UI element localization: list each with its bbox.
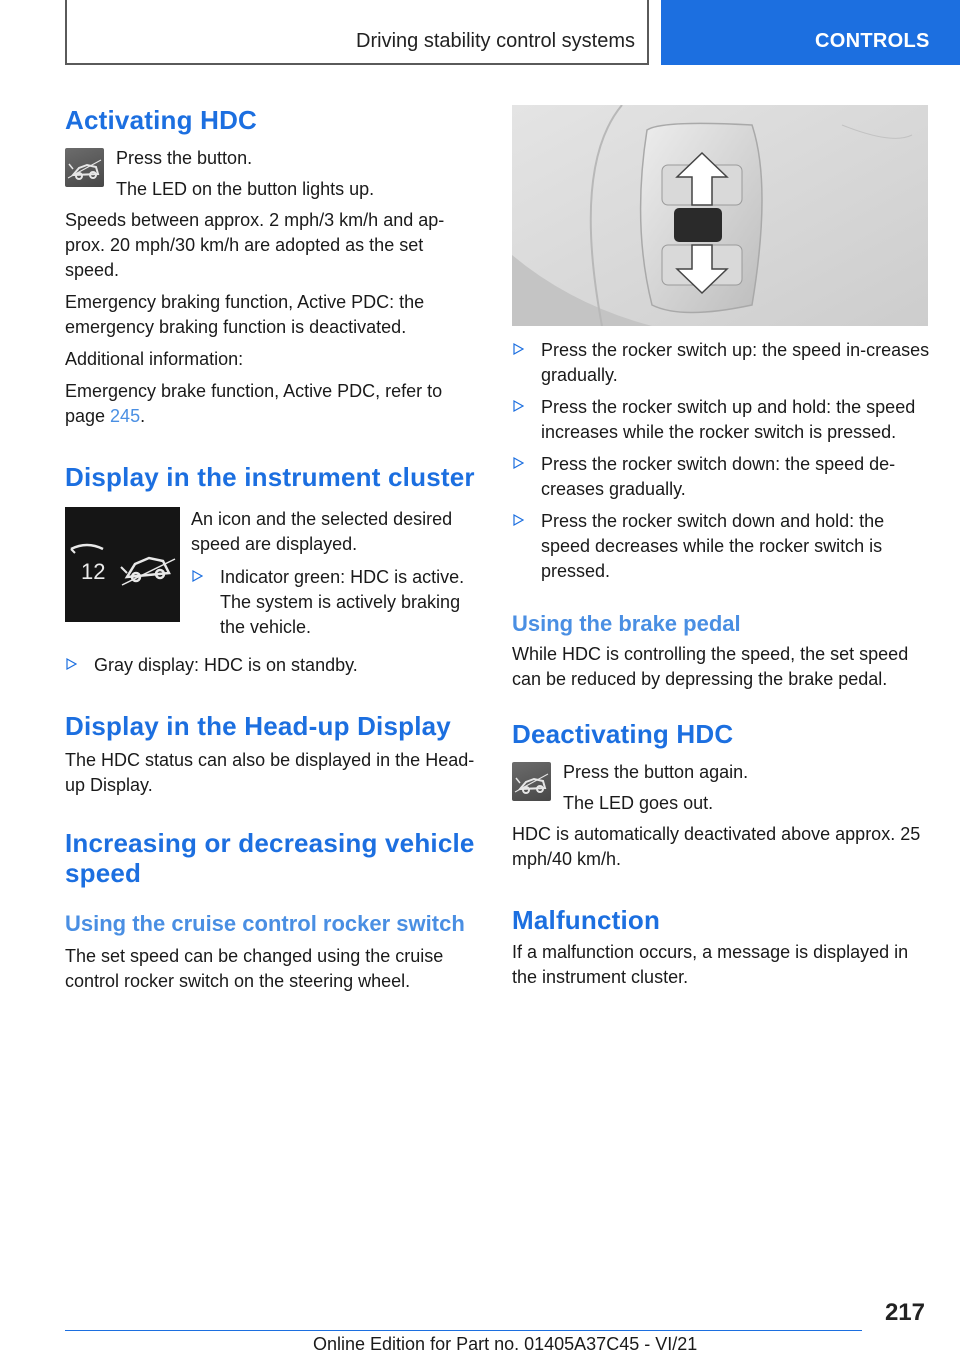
rocker-switch-text: The set speed can be changed using the cruise control rocker switch on the steering wheel. (65, 946, 444, 991)
heading-deactivating-hdc: Deactivating HDC (512, 719, 734, 749)
speeds-text: Speeds between approx. 2 mph/3 km/h and ap-prox. 20 mph/30 km/h are adopted as the set speed. (65, 210, 445, 280)
bullet-gray-display (65, 653, 477, 678)
malfunction-text: If a malfunction occurs, a message is displayed in the instrument cluster. (512, 942, 909, 987)
page-number: 217 (884, 1299, 925, 1326)
footer-edition-text: Online Edition for Part no. 01405A37C45 - VI/21 (313, 1334, 698, 1354)
subheading-brake-pedal: Using the brake pedal (512, 611, 741, 636)
heading-head-up-display: Display in the Head-up Display (65, 711, 451, 741)
press-button-text: Press the button. (116, 148, 253, 168)
hdc-button-icon (512, 762, 551, 801)
standby-bullet-list (65, 653, 477, 678)
triangle-bullet-icon (191, 570, 203, 582)
bullet-rocker-down-hold (512, 509, 930, 584)
triangle-bullet-icon (65, 658, 77, 670)
bullet-rocker-up-hold (512, 395, 930, 445)
triangle-bullet-icon (512, 343, 524, 355)
chapter-tab[interactable] (661, 0, 960, 65)
cluster-description (191, 507, 479, 640)
cluster-display-block (65, 507, 477, 637)
instrument-cluster-image (65, 507, 180, 622)
reference-text: Emergency brake function, Active PDC, refer to page (65, 381, 443, 426)
deactivate-button-instruction (512, 760, 930, 816)
led-out-text: The LED goes out. (563, 793, 714, 813)
left-column (65, 105, 477, 994)
bullet-indicator-green (191, 565, 479, 640)
bullet-rocker-up-hold-text: Press the rocker switch up and hold: the speed increases while the rocker switch is pressed. (541, 397, 916, 442)
press-again-text: Press the button again. (563, 762, 749, 782)
hdc-cluster-icon (121, 558, 175, 585)
reference-end: . (140, 406, 146, 426)
triangle-bullet-icon (512, 514, 524, 526)
footer-divider (65, 1330, 862, 1331)
bullet-indicator-green-text: Indicator green: HDC is active. The system is actively braking the vehicle. (220, 567, 465, 637)
rocker-switch-bullet-list (512, 338, 930, 584)
chapter-tab-label: CONTROLS (815, 30, 930, 52)
heading-instrument-cluster: Display in the instrument cluster (65, 462, 475, 492)
bullet-rocker-down-hold-text: Press the rocker switch down and hold: the speed decreases while the rocker switch is pressed. (541, 511, 885, 581)
led-on-text: The LED on the button lights up. (116, 179, 375, 199)
triangle-bullet-icon (512, 400, 524, 412)
bullet-rocker-down-text: Press the rocker switch down: the speed de-creases gradually. (541, 454, 896, 499)
heading-malfunction: Malfunction (512, 905, 661, 935)
bullet-rocker-up (512, 338, 930, 388)
steering-wheel-rocker-switch-image (512, 105, 928, 326)
subheading-rocker-switch: Using the cruise control rocker switch (65, 911, 465, 936)
heading-increasing-decreasing-speed: Increasing or decreasing vehicle speed (65, 828, 475, 888)
cluster-intro-text: An icon and the selected desired speed are displayed. (191, 509, 453, 554)
auto-deactivation-text: HDC is automatically deactivated above approx. 25 mph/40 km/h. (512, 824, 921, 869)
cluster-bullet-list (191, 565, 479, 640)
bullet-gray-display-text: Gray display: HDC is on standby. (94, 655, 358, 675)
hud-text: The HDC status can also be displayed in the Head-up Display. (65, 750, 475, 795)
section-title: Driving stability control systems (356, 30, 635, 52)
additional-info-label: Additional information: (65, 349, 244, 369)
activate-button-instruction (65, 146, 477, 202)
hdc-button-icon (65, 148, 104, 187)
rocker-switch (674, 208, 722, 242)
right-column (512, 105, 930, 990)
bullet-rocker-down (512, 452, 930, 502)
brake-pedal-text: While HDC is controlling the speed, the set speed can be reduced by depressing the brake pedal. (512, 644, 909, 689)
page-link-245[interactable]: 245 (110, 406, 141, 426)
header-section-box (65, 0, 649, 65)
triangle-bullet-icon (512, 457, 524, 469)
cluster-speed-value: 12 (81, 559, 106, 584)
bullet-rocker-up-text: Press the rocker switch up: the speed in-creases gradually. (541, 340, 930, 385)
page-reference-text (65, 379, 477, 429)
heading-activating-hdc: Activating HDC (65, 105, 258, 135)
emergency-braking-text: Emergency braking function, Active PDC: the emergency braking function is deactivated. (65, 292, 425, 337)
